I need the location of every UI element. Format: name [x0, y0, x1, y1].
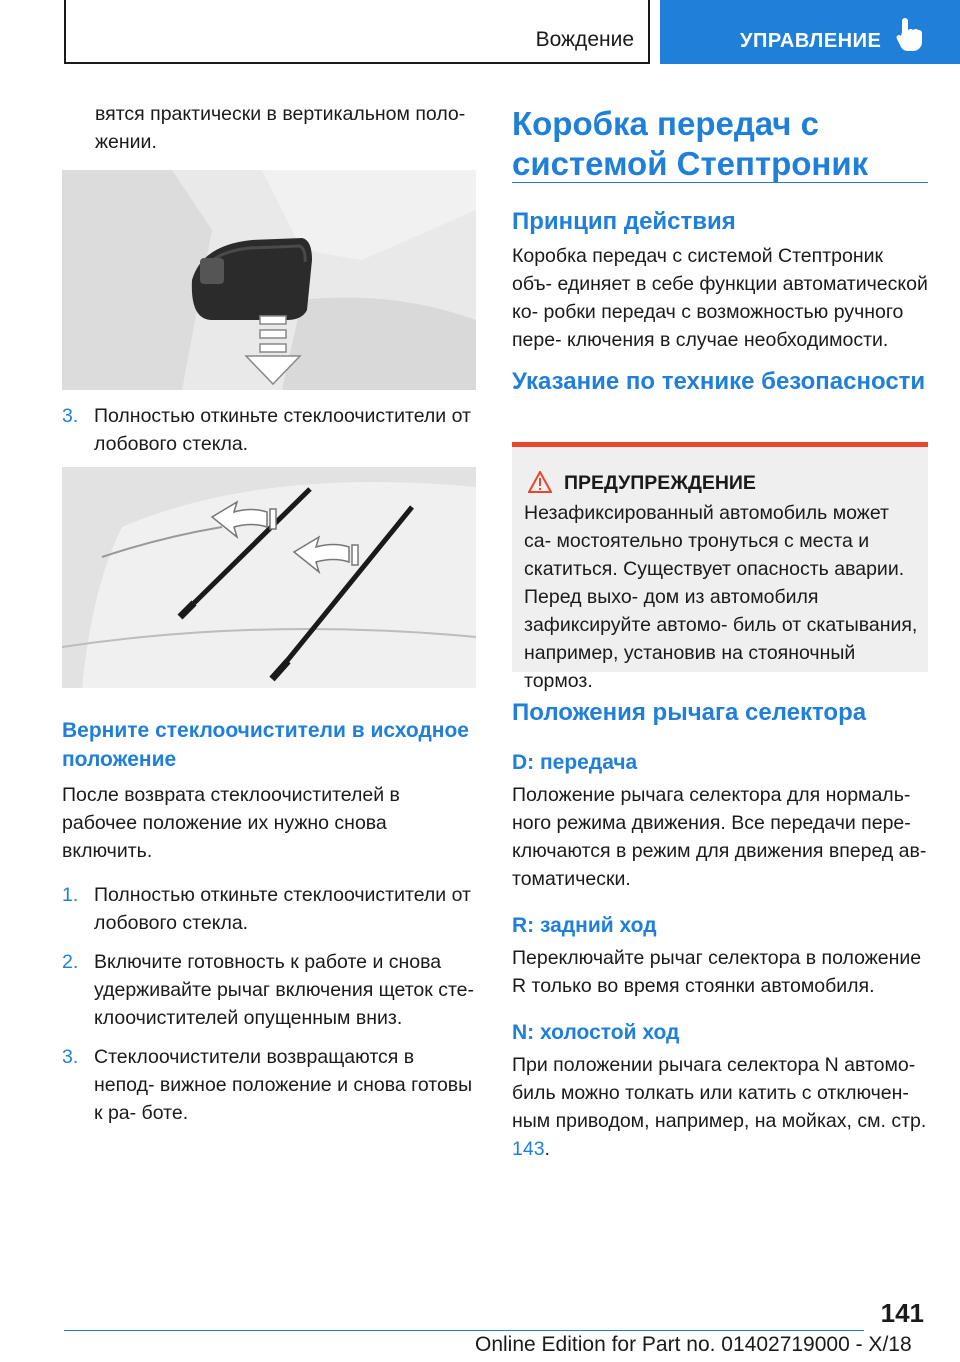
step-1-number: 1. [62, 884, 79, 906]
r-heading: R: задний ход [512, 914, 657, 937]
warning-icon [528, 471, 552, 493]
page-title: Коробка передач с системой Стептроник [512, 105, 869, 182]
r-text: Переключайте рычаг селектора в положение R только во время стоянки автомобиля. [512, 947, 922, 997]
mirror-illustration [62, 170, 476, 390]
step-3a-text: Полностью откиньте стеклоочистители от лобового стекла. [94, 405, 471, 455]
header-section-box [64, 0, 650, 64]
page-link-143[interactable]: 143 [512, 1138, 545, 1160]
warning-box [512, 442, 928, 692]
intro-text: вятся практически в вертикальном поло- жении. [95, 103, 466, 153]
step-1-text: Полностью откиньте стеклоочистители от лобового стекла. [94, 884, 471, 934]
wiper-illustration [62, 467, 476, 688]
step-3 [62, 1043, 476, 1127]
step-3a-number: 3. [62, 405, 79, 427]
principle-heading: Принцип действия [512, 208, 736, 235]
footer-rule [64, 1330, 864, 1331]
page-number: 141 [880, 1298, 924, 1328]
footer-edition: Online Edition for Part no. 01402719000 - X/18 [475, 1333, 912, 1356]
warning-text: Незафиксированный автомобиль может са- мостоятельно тронуться с места и скатиться. Существует опасность аварии. Перед выхо- дом из автомобиля зафиксируйте автомо- биль от скатывания, например, установив на стояночный тормоз. [524, 502, 918, 692]
principle-text: Коробка передач с системой Стептроник объ- единяет в себе функции автоматической ко- робки передач с возможностью ручного пере- ключения в случае необходимости. [512, 245, 928, 351]
step-1 [62, 881, 476, 937]
n-text-body: При положении рычага селектора N автомо- биль можно толкать или катить с отключен- ным приводом, например, на мойках, см. стр. [512, 1054, 927, 1132]
positions-heading: Положения рычага селектора [512, 699, 867, 726]
header-section-label: Вождение [535, 28, 634, 51]
wiper-figure [62, 467, 476, 688]
n-text-end: . [544, 1138, 550, 1160]
hand-pointer-icon [896, 18, 924, 52]
header-tab[interactable] [660, 0, 960, 64]
header-tab-label: УПРАВЛЕНИЕ [740, 30, 882, 52]
step-3-text: Стеклоочистители возвращаются в непод- вижное положение и снова готовы к ра- боте. [94, 1046, 473, 1124]
left-heading: Верните стеклоочистители в исходное положение [62, 719, 469, 771]
step-2-number: 2. [62, 951, 79, 973]
step-2-text: Включите готовность к работе и снова удерживайте рычаг включения щеток сте- клоочистителей опущенным вниз. [94, 951, 475, 1029]
d-heading: D: передача [512, 751, 638, 774]
step-3-number: 3. [62, 1046, 79, 1068]
d-text: Положение рычага селектора для нормаль- ного режима движения. Все передачи пере- ключаются в режим для движения вперед ав- томатически. [512, 784, 927, 890]
left-paragraph: После возврата стеклоочистителей в рабочее положение их нужно снова включить. [62, 784, 400, 862]
step-2 [62, 948, 476, 1032]
n-text [512, 1051, 928, 1163]
warning-title: ПРЕДУПРЕЖДЕНИЕ [564, 472, 756, 494]
mirror-figure [62, 170, 476, 390]
n-heading: N: холостой ход [512, 1021, 680, 1044]
step-3a [62, 402, 476, 458]
safety-heading: Указание по технике безопасности [512, 368, 926, 395]
title-rule [512, 182, 928, 183]
